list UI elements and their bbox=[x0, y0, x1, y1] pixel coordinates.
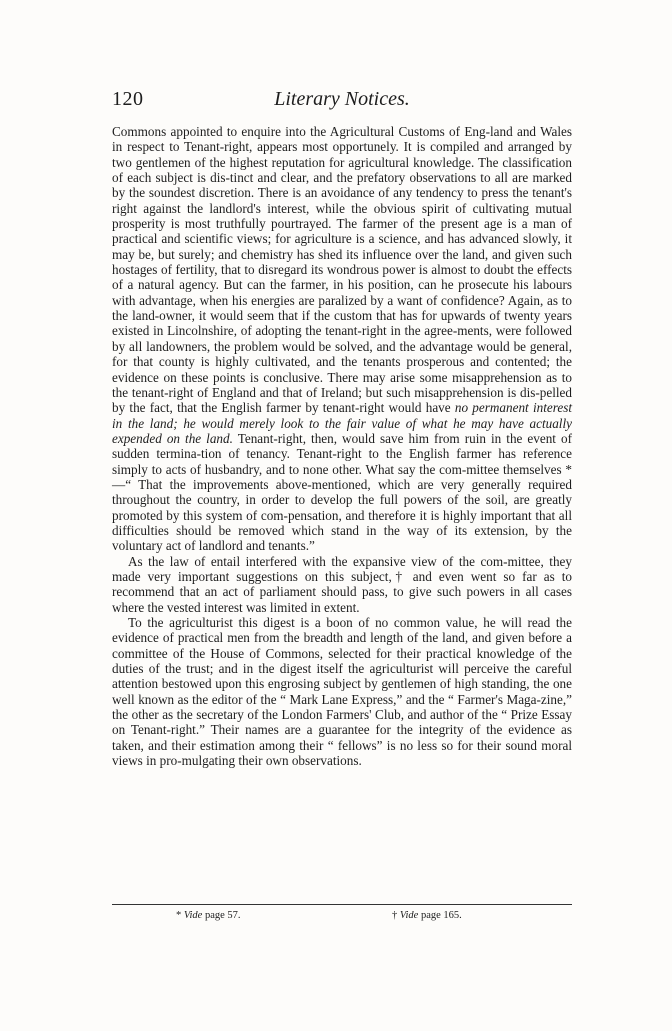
paragraph-text: Commons appointed to enquire into the Agricultural Customs of Eng-land and Wales in respect to Tenant-right, appears most opportunely. It is compiled and arranged by two gentlemen of the highest reputation for agricultural knowledge. The classification of each subject is dis-tinct and clear, and the prefatory observations to all are marked by the soundest discretion. There is an avoidance of any tendency to press the tenant's right against the landlord's interest, while the obvious spirit of cultivating mutual prosperity is most truthfully pourtrayed. The farmer of the present age is a man of practical and scientific views; for agriculture is a science, and has advanced slowly, it may be, but surely; and chemistry has shed its influence over the land, and given such hostages of fertility, that to disregard its wondrous power is almost to doubt the effects of a natural agency. But can the farmer, in his position, can he prosecute his labours with advantage, when his energies are paralized by a want of confidence? Again, as to the land-owner, it would seem that if the custom that has for upwards of twenty years existed in Lincolnshire, of adopting the tenant-right in the agree-ments, were followed by all landowners, the problem would be solved, and the advantage would be general, for that county is highly cultivated, and the tenants prosperous and contented; the evidence on these points is conclusive. There may arise some misapprehension as to the tenant-right of England and that of Ireland; but such misapprehension is dis-pelled by the fact, that the English farmer by tenant-right would have bbox=[112, 124, 572, 416]
paragraph bbox=[112, 124, 572, 554]
footnote-vide: Vide bbox=[399, 910, 419, 921]
footnote bbox=[392, 910, 462, 921]
footnote-reference: page 165. bbox=[418, 910, 462, 921]
footnote-vide: Vide bbox=[183, 910, 203, 921]
body-text bbox=[112, 124, 572, 768]
paragraph: To the agriculturist this digest is a boon of no common value, he will read the evidence of practical men from the breadth and length of the land, and given before a committee of the House of Commons, selected for their practical knowledge of the duties of the trust; and in the digest itself the agriculturist will perceive the careful attention bestowed upon this engrosing subject by gentlemen of high standing, the one well known as the editor of the “ Mark Lane Express,” and the “ Farmer's Maga-zine,” the other as the secretary of the London Farmers' Club, and author of the “ Prize Essay on Tenant-right.” Their names are a guarantee for the integrity of the evidence as taken, and their estimation among their “ fellows” is no less so for their sound moral views in pro-mulgating their own observations. bbox=[112, 615, 572, 769]
paragraph-text: Tenant-right, then, would save him from ruin in the event of sudden termina-tion of tenancy. Tenant-right to the English farmer has reference simply to acts of husbandry, and to none other. What say the com-mittee themselves *—“ That the improvements above-mentioned, which are very generally required throughout the country, in order to develop the full powers of the soil, are greatly promoted by this system of com-pensation, and therefore it is highly important that all difficulties should be removed which stand in the way of its extension, by the voluntary act of landlord and tenants.” bbox=[112, 430, 572, 554]
footnote-mark: † bbox=[392, 910, 400, 921]
footnote bbox=[176, 910, 241, 921]
footnote-divider bbox=[112, 904, 572, 905]
running-title: Literary Notices. bbox=[274, 88, 410, 110]
footnote-mark: * bbox=[176, 910, 184, 921]
footnotes bbox=[112, 910, 572, 926]
page-number: 120 bbox=[112, 88, 144, 110]
running-head bbox=[112, 88, 572, 114]
paragraph: As the law of entail interfered with the expansive view of the com-mittee, they made very important suggestions on this subject,† and even went so far as to recommend that an act of parliament should pass, to give such powers in all cases where the vested interest was limited in extent. bbox=[112, 553, 572, 615]
italic-passage: no permanent interest in the land; he would merely look to the fair value of what he may have actually expended on the land. bbox=[112, 400, 573, 446]
footnote-reference: page 57. bbox=[202, 910, 241, 921]
